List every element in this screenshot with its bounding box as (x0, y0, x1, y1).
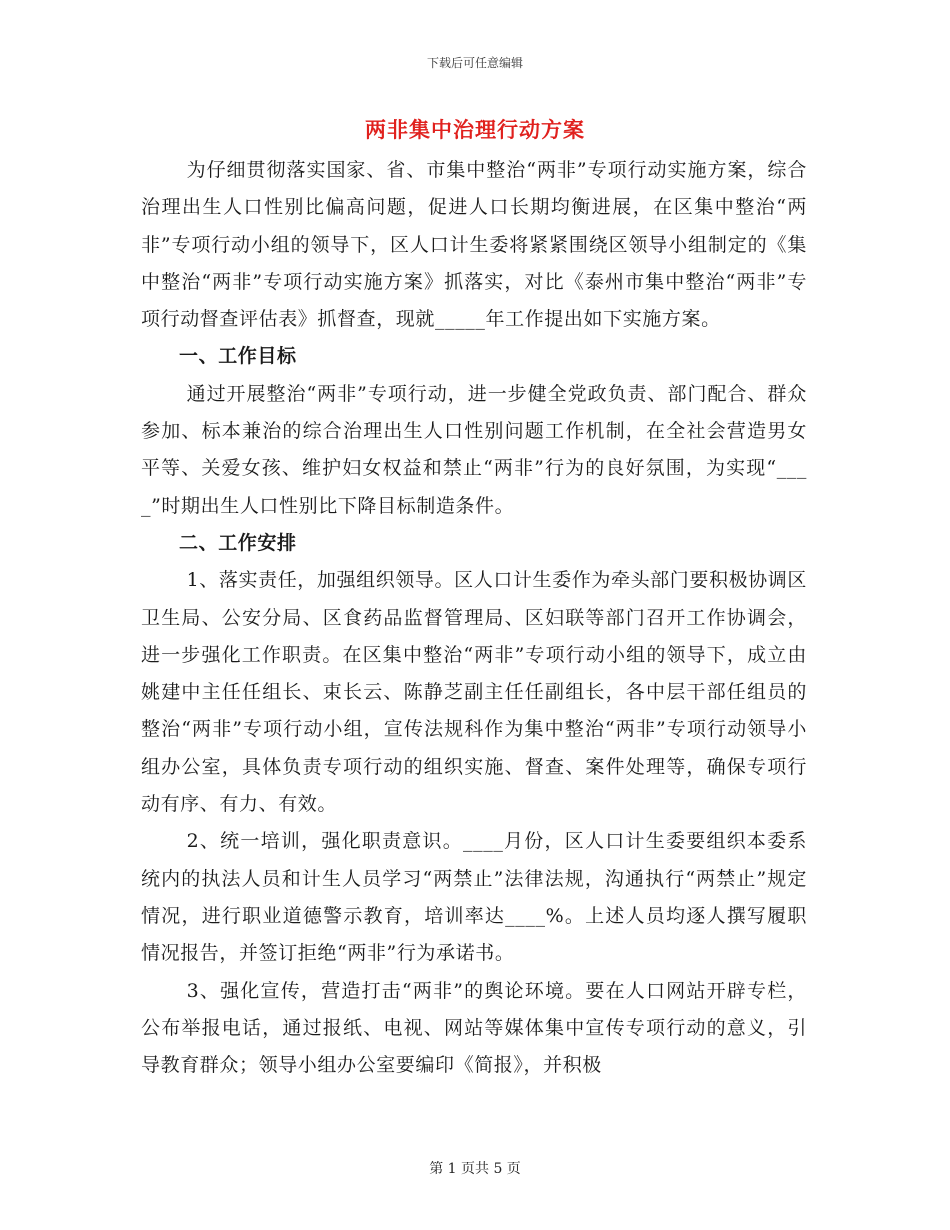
arrangement-item-2: 2、统一培训，强化职责意识。____月份，区人口计生委要组织本委系统内的执法人员和计生人员学习“两禁止”法律法规，沟通执行“两禁止”规定情况，进行职业道德警示教育，培训率达____%。上述人员均逐人撰写履职情况报告，并签订拒绝“两非”行为承诺书。 (141, 830, 807, 965)
goals-paragraph: 通过开展整治“两非”专项行动，进一步健全党政负责、部门配合、群众参加、标本兼治的综合治理出生人口性别问题工作机制，在全社会营造男女平等、关爱女孩、维护妇女权益和禁止“两非”行为的良好氛围，为实现“____”时期出生人口性别比下降目标制造条件。 (141, 382, 807, 517)
section-heading-goals: 一、工作目标 (179, 345, 297, 368)
arrangement-item-3: 3、强化宣传，营造打击“两非”的舆论环境。要在人口网站开辟专栏，公布举报电话，通过报纸、电视、网站等媒体集中宣传专项行动的意义，引导教育群众；领导小组办公室要编印《简报》，并积极 (141, 979, 807, 1077)
intro-paragraph: 为仔细贯彻落实国家、省、市集中整治“两非”专项行动实施方案，综合治理出生人口性别比偏高问题，促进人口长期均衡进展，在区集中整治“两非”专项行动小组的领导下，区人口计生委将紧紧围绕区领导小组制定的《集中整治“两非”专项行动实施方案》抓落实，对比《泰州市集中整治“两非”专项行动督查评估表》抓督查，现就_____年工作提出如下实施方案。 (141, 159, 807, 331)
document-title: 两非集中治理行动方案 (365, 117, 585, 142)
document-body (141, 152, 807, 1084)
page-number-footer: 第 1 页共 5 页 (429, 1161, 521, 1177)
header-note: 下载后可任意编辑 (426, 56, 523, 70)
arrangement-item-1: 1、落实责任，加强组织领导。区人口计生委作为牵头部门要积极协调区卫生局、公安分局、区食药品监督管理局、区妇联等部门召开工作协调会，进一步强化工作职责。在区集中整治“两非”专项行动小组的领导下，成立由姚建中主任任组长、束长云、陈静芝副主任任副组长，各中层干部任组员的整治“两非”专项行动小组，宣传法规科作为集中整治“两非”专项行动领导小组办公室，具体负责专项行动的组织实施、督查、案件处理等，确保专项行动有序、有力、有效。 (141, 569, 807, 816)
section-heading-arrangements: 二、工作安排 (179, 531, 297, 554)
